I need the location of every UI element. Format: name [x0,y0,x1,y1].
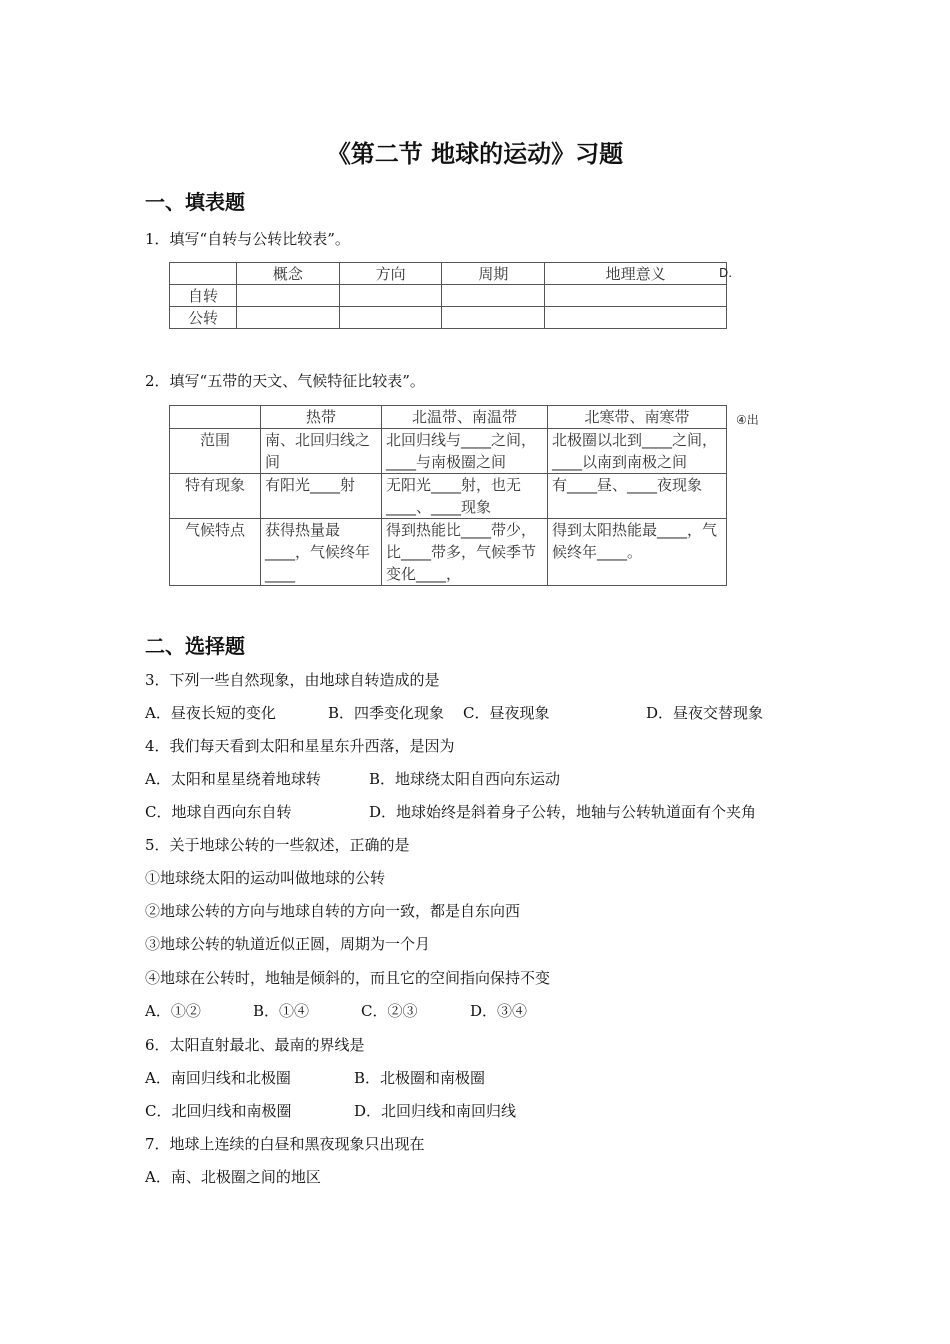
five-zones-table [169,405,727,586]
table-row [170,474,727,519]
row-label: 公转 [170,307,237,329]
table-cell [545,285,727,307]
row-label: 范围 [170,429,261,474]
option-a: A．太阳和星星绕着地球转 [145,770,321,788]
table-header: 周期 [442,263,545,285]
option-b: B．四季变化现象 [328,704,445,722]
table-row [170,519,727,586]
table-cell: 北回归线与____之间，____与南极圈之间 [382,429,548,474]
table-cell [170,263,237,285]
table-cell [442,307,545,329]
section-heading-fill-table: 一、填表题 [145,190,245,214]
table-cell: 得到热能比____带少，比____带多，气候季节变化____， [382,519,548,586]
statement-3: ③地球公转的轨道近似正圆，周期为一个月 [145,935,431,953]
option-c: C．昼夜现象 [463,704,550,722]
table-cell [339,307,442,329]
table-row [170,429,727,474]
page-title: 《第二节 地球的运动》习题 [326,140,624,168]
rotation-revolution-table [169,262,727,329]
row-label: 自转 [170,285,237,307]
table-header: 北寒带、南寒带 [548,406,727,429]
table-header: 方向 [339,263,442,285]
option-d: D．③④ [470,1002,528,1020]
option-a: A．南、北极圈之间的地区 [145,1168,321,1186]
statement-4: ④地球在公转时，地轴是倾斜的，而且它的空间指向保持不变 [145,969,551,987]
question-2: 2．填写“五带的天文、气候特征比较表”。 [145,372,425,390]
question-4-stem: 4．我们每天看到太阳和星星东升西落，是因为 [145,737,455,755]
table-cell: 得到太阳热能最____，气候终年____。 [548,519,727,586]
question-1: 1．填写“自转与公转比较表”。 [145,230,350,248]
table-cell [339,285,442,307]
table-cell [170,406,261,429]
table-cell [237,285,340,307]
question-3-stem: 3．下列一些自然现象，由地球自转造成的是 [145,671,440,689]
table-header: 概念 [237,263,340,285]
table-cell [237,307,340,329]
option-c: C．地球自西向东自转 [145,803,292,821]
option-a: A．昼夜长短的变化 [145,704,276,722]
table-cell [442,285,545,307]
table-cell: 有____昼、____夜现象 [548,474,727,519]
option-c: C．北回归线和南极圈 [145,1102,292,1120]
table-cell: 无阳光____射，也无____、____现象 [382,474,548,519]
table-header: 地理意义 [545,263,727,285]
table-cell: 有阳光____射 [261,474,382,519]
table-row [170,285,727,307]
table-header-row [170,406,727,429]
option-d: D．昼夜交替现象 [646,704,764,722]
table-cell: 获得热量最____，气候终年____ [261,519,382,586]
table-cell [545,307,727,329]
statement-2: ②地球公转的方向与地球自转的方向一致，都是自东向西 [145,902,521,920]
table-row [170,307,727,329]
option-d: D．北回归线和南回归线 [354,1102,517,1120]
table-header: 热带 [261,406,382,429]
table-header-row [170,263,727,285]
option-a: A．南回归线和北极圈 [145,1069,291,1087]
question-5-stem: 5．关于地球公转的一些叙述，正确的是 [145,836,410,854]
question-6-stem: 6．太阳直射最北、最南的界线是 [145,1036,365,1054]
option-d: D．地球始终是斜着身子公转，地轴与公转轨道面有个夹角 [369,803,757,821]
option-c: C．②③ [361,1002,418,1020]
option-b: B．北极圈和南极圈 [354,1069,486,1087]
table-cell: 南、北回归线之间 [261,429,382,474]
option-b: B．①④ [253,1002,310,1020]
section-heading-choice: 二、选择题 [145,634,245,658]
statement-1: ①地球绕太阳的运动叫做地球的公转 [145,869,386,887]
row-label: 气候特点 [170,519,261,586]
table-cell: 北极圈以北到____之间，____以南到南极之间 [548,429,727,474]
question-7-stem: 7．地球上连续的白昼和黑夜现象只出现在 [145,1135,425,1153]
table1-stray-mark: D. [719,266,733,280]
option-a: A．①② [145,1002,201,1020]
row-label: 特有现象 [170,474,261,519]
table2-stray-mark: ④出 [736,413,759,427]
table-header: 北温带、南温带 [382,406,548,429]
option-b: B．地球绕太阳自西向东运动 [369,770,561,788]
